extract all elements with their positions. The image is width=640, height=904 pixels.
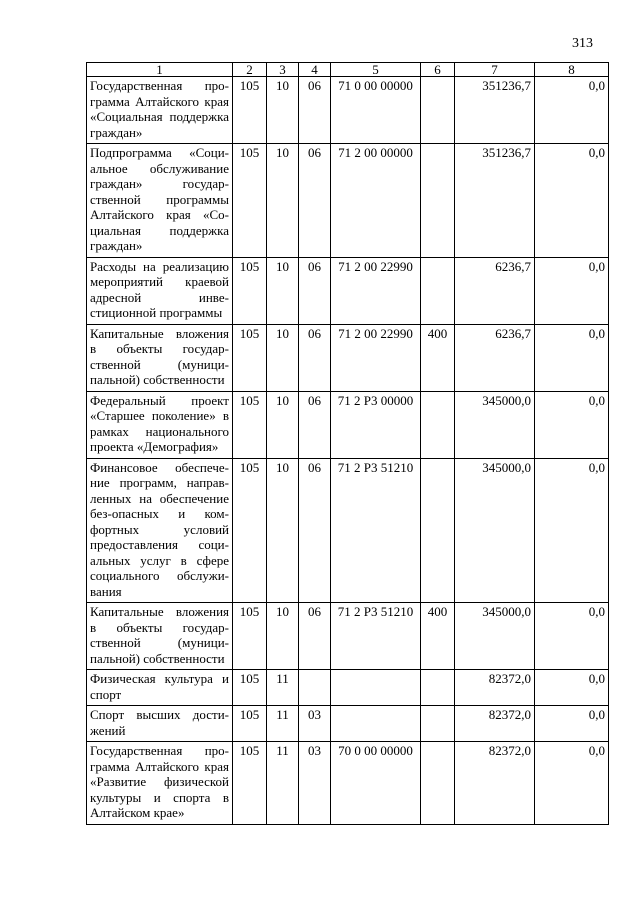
column-header: 6 — [421, 63, 455, 77]
expense-type-cell: 400 — [421, 324, 455, 391]
ved-code-cell: 105 — [233, 144, 267, 258]
expense-type-cell — [421, 670, 455, 706]
ved-code-cell: 105 — [233, 257, 267, 324]
expense-type-cell — [421, 144, 455, 258]
target-article-cell: 71 2 P3 51210 — [331, 603, 421, 670]
subsection-code-cell: 03 — [299, 742, 331, 825]
row-name-cell: Капитальные вложения в объекты государственной (муниципальной) собственности — [87, 603, 233, 670]
subsection-code-cell: 03 — [299, 706, 331, 742]
column-header: 1 — [87, 63, 233, 77]
section-code-cell: 10 — [267, 77, 299, 144]
column8-value-cell: 0,0 — [535, 257, 609, 324]
column-header: 2 — [233, 63, 267, 77]
column-header: 5 — [331, 63, 421, 77]
expense-type-cell — [421, 458, 455, 603]
section-code-cell: 11 — [267, 742, 299, 825]
row-name-cell: Спорт высших достижений — [87, 706, 233, 742]
subsection-code-cell — [299, 670, 331, 706]
target-article-cell: 71 2 00 22990 — [331, 257, 421, 324]
target-article-cell: 71 0 00 00000 — [331, 77, 421, 144]
target-article-cell — [331, 706, 421, 742]
row-name-cell: Финансовое обеспечение программ, направленных на обеспечение без-опасных и комфортных условий предоставления социальных услуг в сфере социального обслуживания — [87, 458, 233, 603]
table-row — [87, 257, 609, 324]
target-article-cell — [331, 670, 421, 706]
section-code-cell: 10 — [267, 324, 299, 391]
column-header: 7 — [455, 63, 535, 77]
target-article-cell: 71 2 P3 51210 — [331, 458, 421, 603]
table-row — [87, 706, 609, 742]
row-name-cell: Подпрограмма «Социальное обслуживание граждан» государственной программы Алтайского края «Социальная поддержка граждан» — [87, 144, 233, 258]
row-name-cell: Государственная программа Алтайского края «Социальная поддержка граждан» — [87, 77, 233, 144]
row-name-cell: Расходы на реализацию мероприятий краевой адресной инвестиционной программы — [87, 257, 233, 324]
table-row — [87, 603, 609, 670]
ved-code-cell: 105 — [233, 458, 267, 603]
column-header-row — [87, 63, 609, 77]
target-article-cell: 71 2 00 22990 — [331, 324, 421, 391]
section-code-cell: 11 — [267, 670, 299, 706]
section-code-cell: 10 — [267, 257, 299, 324]
subsection-code-cell: 06 — [299, 391, 331, 458]
column8-value-cell: 0,0 — [535, 742, 609, 825]
budget-table — [86, 62, 609, 825]
target-article-cell: 71 2 P3 00000 — [331, 391, 421, 458]
table-row — [87, 458, 609, 603]
subsection-code-cell: 06 — [299, 324, 331, 391]
amount-cell: 82372,0 — [455, 742, 535, 825]
amount-cell: 6236,7 — [455, 257, 535, 324]
amount-cell: 345000,0 — [455, 458, 535, 603]
expense-type-cell — [421, 391, 455, 458]
target-article-cell: 71 2 00 00000 — [331, 144, 421, 258]
amount-cell: 351236,7 — [455, 144, 535, 258]
ved-code-cell: 105 — [233, 742, 267, 825]
subsection-code-cell: 06 — [299, 458, 331, 603]
amount-cell: 6236,7 — [455, 324, 535, 391]
amount-cell: 82372,0 — [455, 706, 535, 742]
amount-cell: 351236,7 — [455, 77, 535, 144]
amount-cell: 82372,0 — [455, 670, 535, 706]
expense-type-cell — [421, 257, 455, 324]
section-code-cell: 10 — [267, 391, 299, 458]
subsection-code-cell: 06 — [299, 144, 331, 258]
section-code-cell: 11 — [267, 706, 299, 742]
row-name-cell: Федеральный проект «Старшее поколение» в рамках национального проекта «Демография» — [87, 391, 233, 458]
ved-code-cell: 105 — [233, 391, 267, 458]
table-row — [87, 77, 609, 144]
amount-cell: 345000,0 — [455, 603, 535, 670]
column8-value-cell: 0,0 — [535, 603, 609, 670]
expense-type-cell: 400 — [421, 603, 455, 670]
expense-type-cell — [421, 77, 455, 144]
column8-value-cell: 0,0 — [535, 77, 609, 144]
ved-code-cell: 105 — [233, 324, 267, 391]
ved-code-cell: 105 — [233, 77, 267, 144]
subsection-code-cell: 06 — [299, 257, 331, 324]
column8-value-cell: 0,0 — [535, 706, 609, 742]
column8-value-cell: 0,0 — [535, 458, 609, 603]
column-header: 4 — [299, 63, 331, 77]
column8-value-cell: 0,0 — [535, 670, 609, 706]
section-code-cell: 10 — [267, 458, 299, 603]
ved-code-cell: 105 — [233, 670, 267, 706]
column8-value-cell: 0,0 — [535, 391, 609, 458]
ved-code-cell: 105 — [233, 603, 267, 670]
table-row — [87, 742, 609, 825]
target-article-cell: 70 0 00 00000 — [331, 742, 421, 825]
subsection-code-cell: 06 — [299, 77, 331, 144]
section-code-cell: 10 — [267, 603, 299, 670]
row-name-cell: Капитальные вложения в объекты государственной (муниципальной) собственности — [87, 324, 233, 391]
ved-code-cell: 105 — [233, 706, 267, 742]
expense-type-cell — [421, 742, 455, 825]
expense-type-cell — [421, 706, 455, 742]
table-row — [87, 391, 609, 458]
section-code-cell: 10 — [267, 144, 299, 258]
column8-value-cell: 0,0 — [535, 324, 609, 391]
table-row — [87, 144, 609, 258]
row-name-cell: Физическая культура и спорт — [87, 670, 233, 706]
column8-value-cell: 0,0 — [535, 144, 609, 258]
column-header: 8 — [535, 63, 609, 77]
table-row — [87, 324, 609, 391]
subsection-code-cell: 06 — [299, 603, 331, 670]
page-number: 313 — [572, 36, 593, 51]
row-name-cell: Государственная программа Алтайского края «Развитие физической культуры и спорта в Алтайском крае» — [87, 742, 233, 825]
table-row — [87, 670, 609, 706]
column-header: 3 — [267, 63, 299, 77]
amount-cell: 345000,0 — [455, 391, 535, 458]
